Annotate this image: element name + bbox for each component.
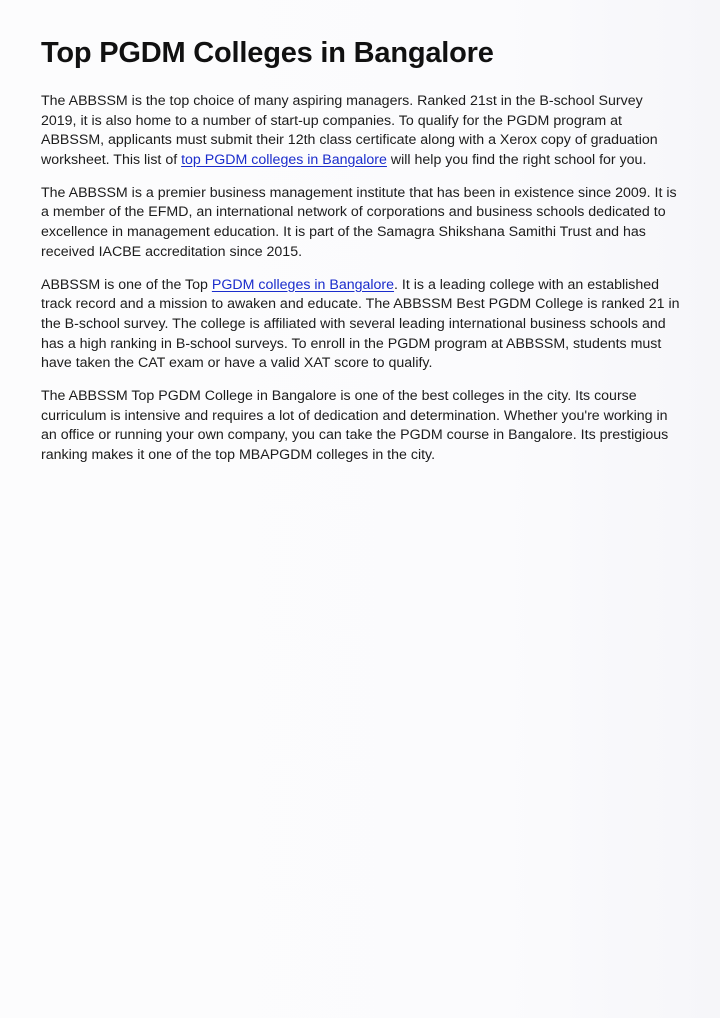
paragraph-2: The ABBSSM is a premier business management institute that has been in existence since 2009. It is a member of the EFMD, an international network of corporations and business schools dedicated to excellence in management education. It is part of the Samagra Shikshana Samithi Trust and has received IACBE accreditation since 2015. bbox=[41, 184, 677, 260]
paragraph-3-text-after: . It is a leading college with an established track record and a mission to awaken and educate. The ABBSSM Best PGDM College is ranked 21 in the B-school survey. The college is affiliated with several leading international business schools and has a high ranking in B-school surveys. To enroll in the PGDM program at ABBSSM, students must have taken the CAT exam or have a valid XAT score to qualify. bbox=[41, 276, 680, 372]
link-pgdm-colleges[interactable]: PGDM colleges in Bangalore bbox=[211, 276, 395, 293]
document-body bbox=[41, 92, 681, 479]
paragraph-1-text-after: will help you find the right school for you. bbox=[386, 151, 647, 168]
page-title: Top PGDM Colleges in Bangalore bbox=[41, 37, 494, 69]
paragraph-3-text-before: ABBSSM is one of the Top bbox=[41, 276, 212, 293]
link-top-pgdm-colleges[interactable]: top PGDM colleges in Bangalore bbox=[181, 151, 387, 168]
paragraph-4: The ABBSSM Top PGDM College in Bangalore is one of the best colleges in the city. Its course curriculum is intensive and requires a lot of dedication and determination. Whether you're working in an office or running your own company, you can take the PGDM course in Bangalore. Its prestigious ranking makes it one of the top MBAPGDM colleges in the city. bbox=[41, 388, 669, 463]
paragraph-3 bbox=[41, 276, 681, 374]
paragraph-1 bbox=[41, 92, 681, 170]
paragraph-1-text-before: The ABBSSM is the top choice of many aspiring managers. Ranked 21st in the B-school Survey 2019, it is also home to a number of start-up companies. To qualify for the PGDM program at ABBSSM, applicants must submit their 12th class certificate along with a Xerox copy of graduation worksheet. This list of bbox=[41, 93, 658, 168]
